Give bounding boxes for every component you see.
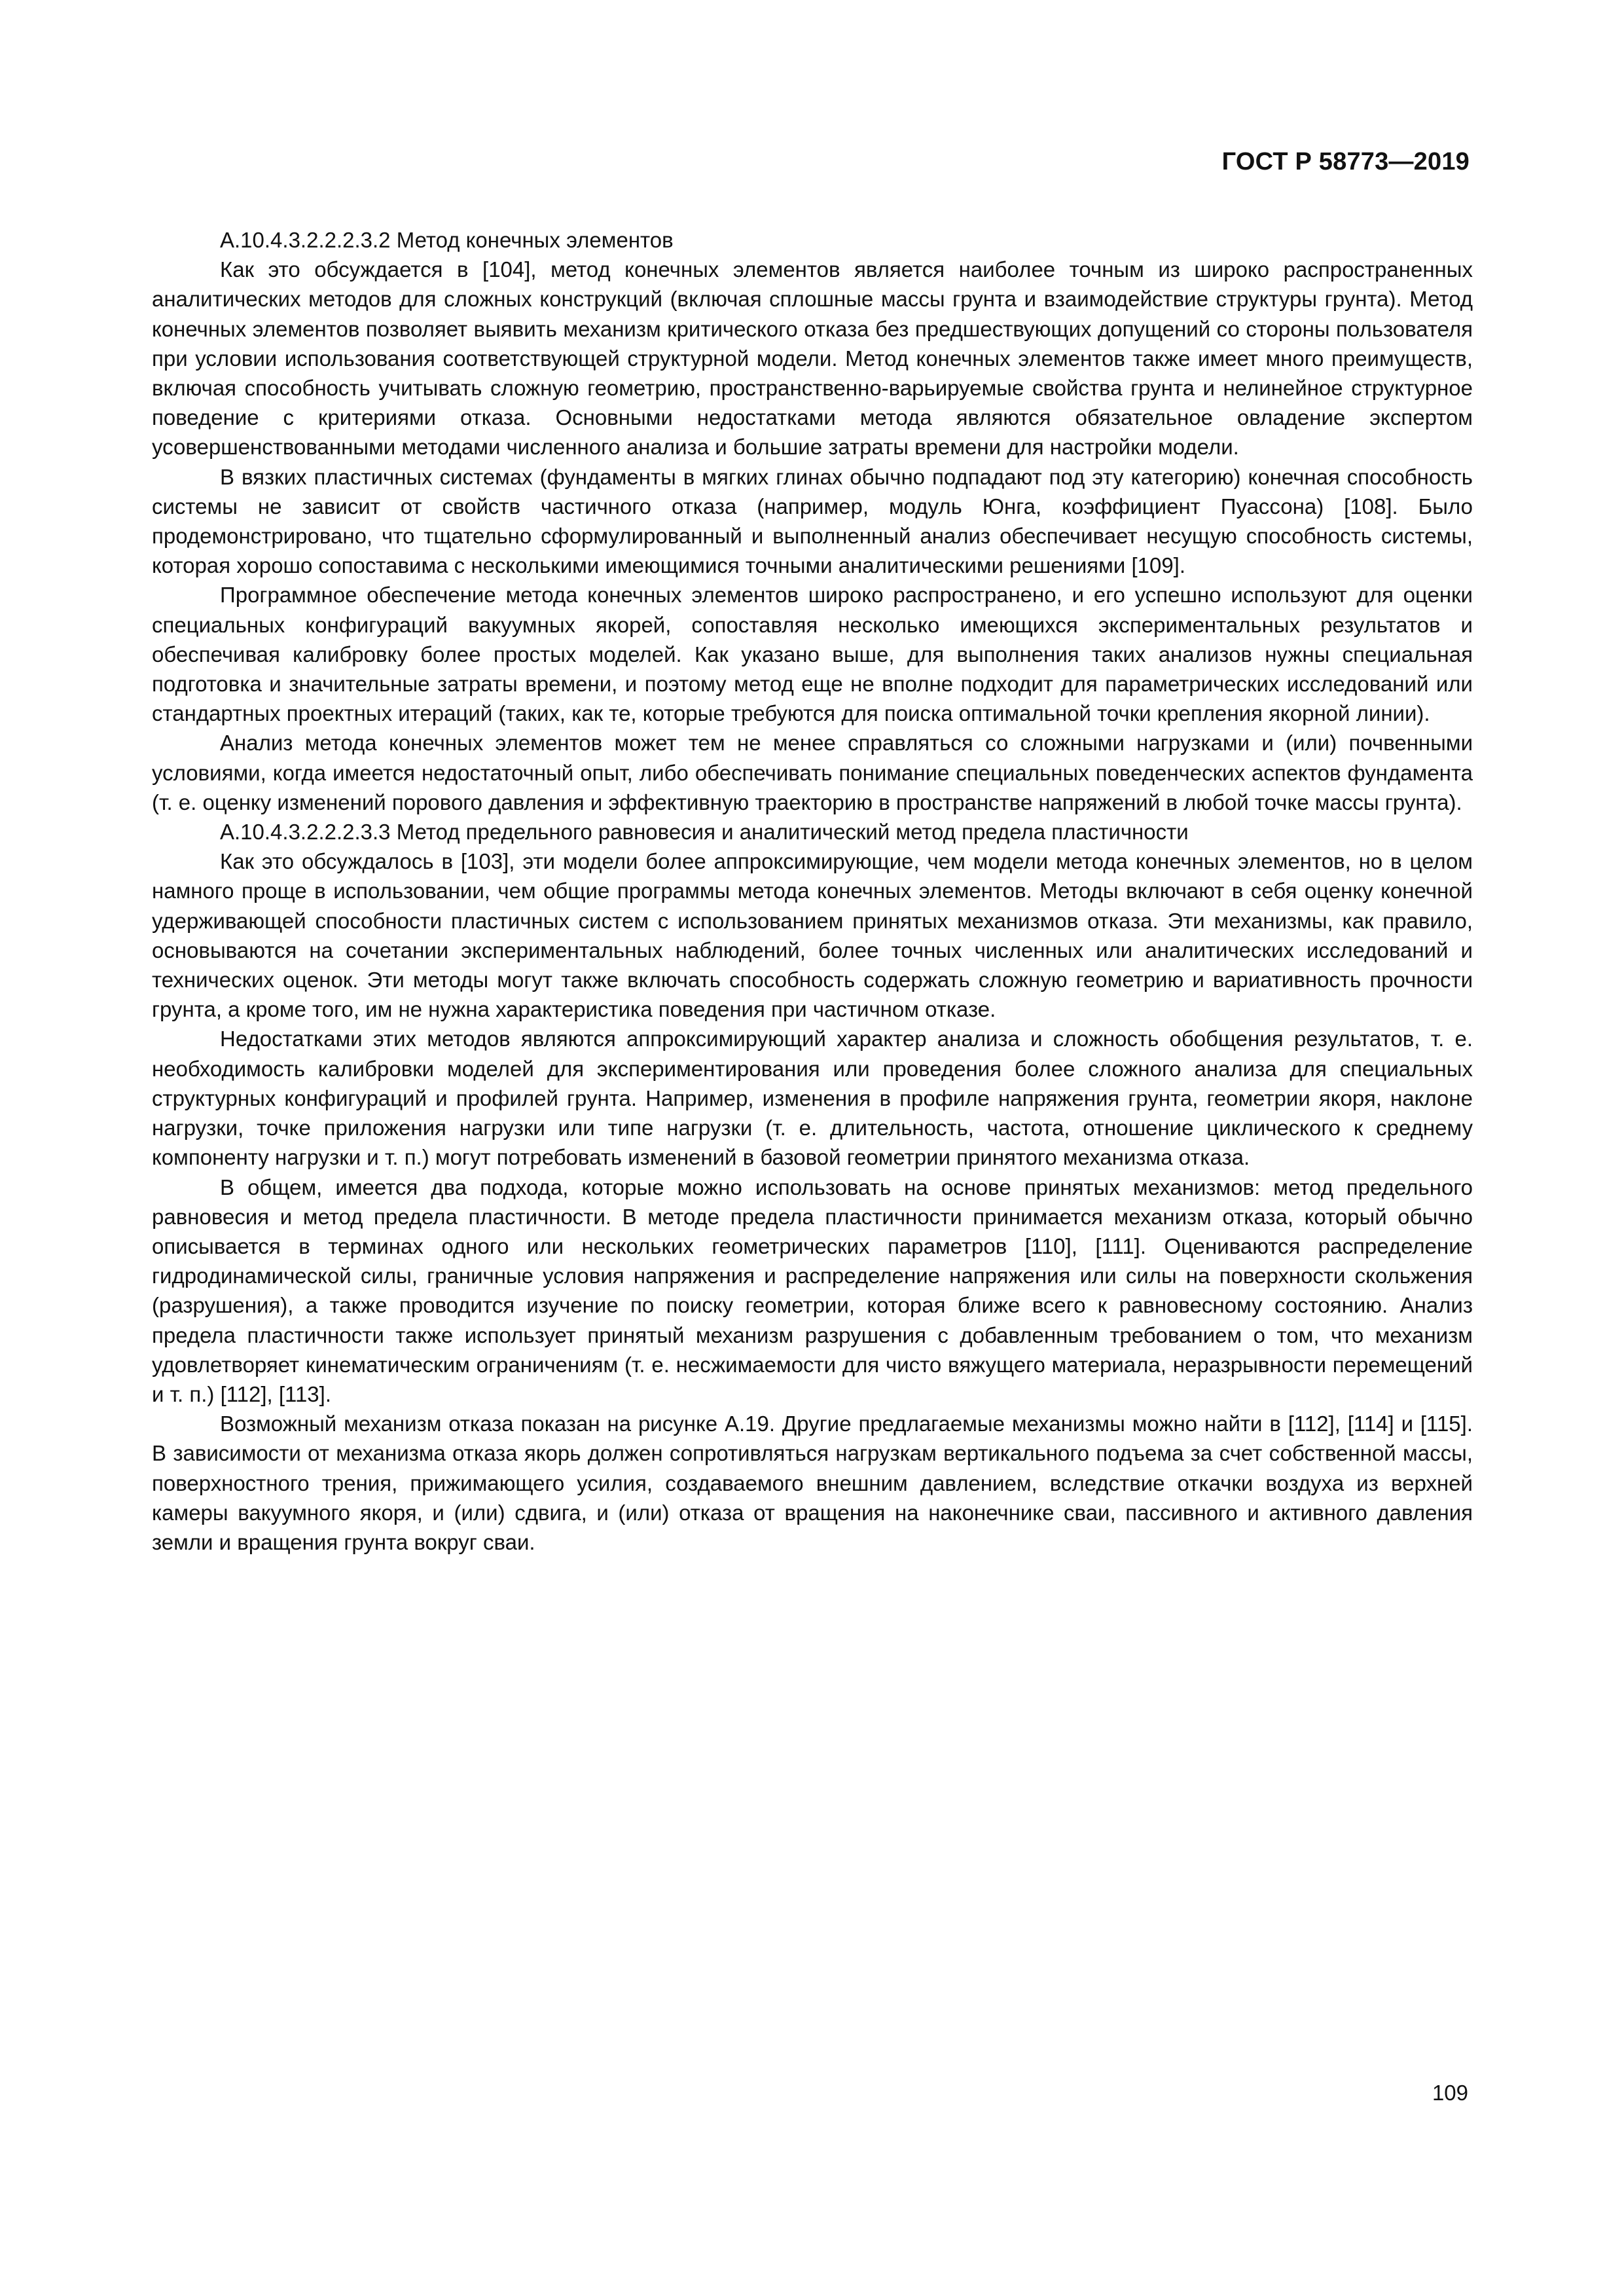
document-body (152, 225, 1473, 1557)
section-title: А.10.4.3.2.2.2.3.3 Метод предельного равновесия и аналитический метод предела пластичности (220, 820, 1189, 845)
paragraph: Как это обсуждалось в [103], эти модели более аппроксимирующие, чем модели метода конечных элементов, но в целом намного проще в использовании, чем общие программы метода конечных элементов. Методы включают в себя оценку конечной удерживающей способности пластичных систем с использованием принятых механизмов отказа. Эти механизмы, как правило, основываются на сочетании экспериментальных наблюдений, более точных численных или аналитических исследований и технических оценок. Эти методы могут также включать способность содержать сложную геометрию и вариативность прочности грунта, а кроме того, им не нужна характеристика поведения при частичном отказе. (152, 849, 1473, 1022)
section-title: А.10.4.3.2.2.2.3.2 Метод конечных элементов (220, 228, 674, 252)
standard-header: ГОСТ Р 58773—2019 (1221, 148, 1470, 175)
paragraph: Возможный механизм отказа показан на рисунке А.19. Другие предлагаемые механизмы можно найти в [112], [114] и [115]. В зависимости от механизма отказа якорь должен сопротивляться нагрузкам вертикального подъема за счет собственной массы, поверхностного трения, прижимающего усилия, создаваемого внешним давлением, вследствие откачки воздуха из верхней камеры вакуумного якоря, и (или) сдвига, и (или) отказа от вращения на наконечнике сваи, пассивного и активного давления земли и вращения грунта вокруг сваи. (152, 1412, 1473, 1554)
paragraph: Как это обсуждается в [104], метод конечных элементов является наиболее точным из широко распространенных аналитических методов для сложных конструкций (включая сплошные массы грунта и взаимодействие структуры грунта). Метод конечных элементов позволяет выявить механизм критического отказа без предшествующих допущений со стороны пользователя при условии использования соответствующей структурной модели. Метод конечных элементов также имеет много преимуществ, включая способность учитывать сложную геометрию, пространственно-варьируемые свойства грунта и нелинейное структурное поведение с критериями отказа. Основными недостатками метода являются обязательное овладение экспертом усовершенствованными методами численного анализа и большие затраты времени для настройки модели. (152, 257, 1473, 460)
paragraph: В вязких пластичных системах (фундаменты в мягких глинах обычно подпадают под эту категорию) конечная способность системы не зависит от свойств частичного отказа (например, модуль Юнга, коэффициент Пуассона) [108]. Было продемонстрировано, что тщательно сформулированный и выполненный анализ обеспечивает несущую способность системы, которая хорошо сопоставима с несколькими имеющимися точными аналитическими решениями [109]. (152, 464, 1473, 578)
paragraph: Недостатками этих методов являются аппроксимирующий характер анализа и сложность обобщения результатов, т. е. необходимость калибровки моделей для экспериментирования или проведения более сложного анализа для специальных структурных конфигураций и профилей грунта. Например, изменения в профиле напряжения грунта, геометрии якоря, наклоне нагрузки, точке приложения нагрузки или типе нагрузки (т. е. длительность, частота, отношение циклического к среднему компоненту нагрузки и т. п.) могут потребовать изменений в базовой геометрии принятого механизма отказа. (152, 1027, 1473, 1170)
paragraph: Программное обеспечение метода конечных элементов широко распространено, и его успешно используют для оценки специальных конфигураций вакуумных якорей, сопоставляя несколько имеющихся экспериментальных результатов и обеспечивая калибровку более простых моделей. Как указано выше, для выполнения таких анализов нужны специальная подготовка и значительные затраты времени, и поэтому метод еще не вполне подходит для параметрических исследований или стандартных проектных итераций (таких, как те, которые требуются для поиска оптимальной точки крепления якорной линии). (152, 583, 1473, 726)
page-number: 109 (1432, 2081, 1468, 2105)
paragraph: В общем, имеется два подхода, которые можно использовать на основе принятых механизмов: метод предельного равновесия и метод предела пластичности. В методе предела пластичности принимается механизм отказа, который обычно описывается в терминах одного или нескольких геометрических параметров [110], [111]. Оцениваются распределение гидродинамической силы, граничные условия напряжения и распределение напряжения или силы на поверхности скольжения (разрушения), а также проводится изучение по поиску геометрии, которая ближе всего к равновесному состоянию. Анализ предела пластичности также использует принятый механизм разрушения с добавленным требованием о том, что механизм удовлетворяет кинематическим ограничениям (т. е. несжимаемости для чисто вяжущего материала, неразрывности перемещений и т. п.) [112], [113]. (152, 1175, 1473, 1406)
paragraph: Анализ метода конечных элементов может тем не менее справляться со сложными нагрузками и (или) почвенными условиями, когда имеется недостаточный опыт, либо обеспечивать понимание специальных поведенческих аспектов фундамента (т. е. оценку изменений порового давления и эффективную траекторию в пространстве напряжений в любой точке массы грунта). (152, 731, 1473, 814)
